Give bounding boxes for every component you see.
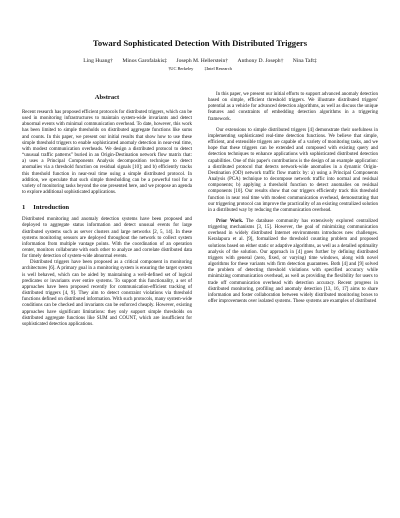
- affiliation-list: [22, 66, 378, 72]
- affiliation: †UC Berkeley: [168, 66, 194, 71]
- right-column: [208, 92, 378, 328]
- author: Minos Garofalakis‡: [122, 58, 167, 64]
- section-heading-introduction: [22, 204, 192, 212]
- abstract-text: Recent research has proposed efficient protocols for distributed triggers, which can be used in monitoring infrastructures to maintain system-wide invariants and detect abnormal events with minimal communication overhead. To date, however, this work has been limited to simple thresholds on distributed aggregate functions like sums and counts. In this paper, we present our initial results that show how to use these simple threshold triggers to enable sophisticated anomaly detection in near-real time, with modest communication overheads. We design a distributed protocol to detect “unusual traffic patterns” buried in an Origin-Destination network flow matrix that: a) uses a Principal Components Analysis decomposition technique to detect anomalies via a threshold function on residual signals [10]; and b) efficiently tracks this threshold function in near-real time using a simple distributed protocol. In addition, we speculate that such simple thresholding can be a powerful tool for a variety of monitoring tasks beyond the one presented here, and we propose an agenda to explore additional sophisticated applications.: [22, 110, 192, 196]
- body-paragraph: Our extensions to simple distributed triggers [4] demonstrate their usefulness in implementing sophisticated real-time detection functions. We believe that simple, efficient, and extensible triggers are capable of a variety of monitoring tasks, and we hope that these triggers can be extended and composed with existing query and detection techniques to enhance applications with sophisticated distributed detection capabilities. One of this paper's contributions is the design of an example application: a distributed protocol that detects network-wide anomalies in a dynamic Origin-Destination (OD) network traffic flow matrix by: a) using a Principal Components Analysis (PCA) technique to decompose network traffic into normal and residual components; b) applying a threshold function to detect anomalies on residual components [10]. Our results show that our triggers efficiently track this threshold function in near real time with modest communication overhead, demonstrating that our triggering protocol can improve the practicality of an existing centralized solution in a distributed way by reducing the communication overhead.: [208, 127, 378, 213]
- affiliation: ‡Intel Research: [204, 66, 232, 71]
- author-list: [22, 58, 378, 65]
- two-column-body: [22, 92, 378, 328]
- author: Anthony D. Joseph†: [237, 58, 284, 64]
- paper-title: Toward Sophisticated Detection With Distributed Triggers: [92, 38, 308, 48]
- intro-paragraph: Distributed monitoring and anomaly detection systems have been proposed and deployed to aggregate status information and detect unusual events for large distributed systems such as server clusters and large networks [2, 5, 14]. In these systems monitoring sensors are deployed throughout the network to collect system information from multiple vantage points. With the coordination of an operation center, monitors collaborate with each other to analyze and correlate distributed data for timely detection of system-wide abnormal events.: [22, 217, 192, 260]
- section-title: Introduction: [33, 204, 70, 212]
- section-number: 1: [22, 204, 26, 212]
- left-column: [22, 92, 192, 328]
- intro-paragraph: Distributed triggers have been proposed as a critical component in monitoring architectures [6]. A primary goal in a monitoring system is ensuring the target system is well behaved, which can be aided by maintaining a well-defined set of logical predicates or invariants over entire systems. To support this functionality, a set of approaches have been proposed recently for communication-efficient tracking of distributed triggers [4, 9]. They aim to detect constraint violations via threshold functions defined on distributed information. With such protocols, many system-wide conditions can be checked and invariants can be enforced cheaply. However, existing approaches have significant limitations: they only support simple thresholds on distributed aggregate functions like SUM and COUNT, which are insufficient for sophisticated detection applications.: [22, 260, 192, 327]
- prior-work-text: The database community has extensively explored centralized triggering mechanisms [3, 15]. However, the goal of minimizing communication overhead in widely distributed Internet environments introduces new challenges. Keralapura et al. [9], formalized the threshold counting problem and proposed solutions based on either static or adaptive algorithms, as well as a detailed optimality analysis of the solution. Our approach in [4] goes further by defining distributed triggers with general (zero, fixed, or varying) time windows, along with novel algorithms for these variants with firm detection guarantees. Both [4] and [9] solved the problem of detecting threshold violations with specified accuracy while minimizing communication overhead, as well as providing the flexibility for users to trade off communication overhead with detection accuracy. Recent progress in distributed monitoring, profiling and anomaly detection [13, 16, 17] aims to share information and foster collaboration between widely distributed monitoring boxes to offer improvements over isolated systems. These systems are examples of distributed: [208, 218, 378, 304]
- abstract-heading: Abstract: [94, 94, 120, 101]
- author: Joseph M. Hellerstein†: [176, 58, 229, 64]
- prior-work-heading: Prior Work.: [216, 218, 244, 224]
- body-paragraph: In this paper, we present our initial efforts to support advanced anomaly detection based on simple, efficient threshold triggers. We illustrate distributed triggers' potential as a vehicle for advanced detection algorithms, as well as discuss the unique features and constraints of embedding detection algorithms in a triggering framework.: [208, 92, 378, 122]
- prior-work-paragraph: [208, 219, 378, 305]
- author: Ling Huang†: [83, 58, 113, 64]
- author: Nina Taft‡: [292, 58, 317, 64]
